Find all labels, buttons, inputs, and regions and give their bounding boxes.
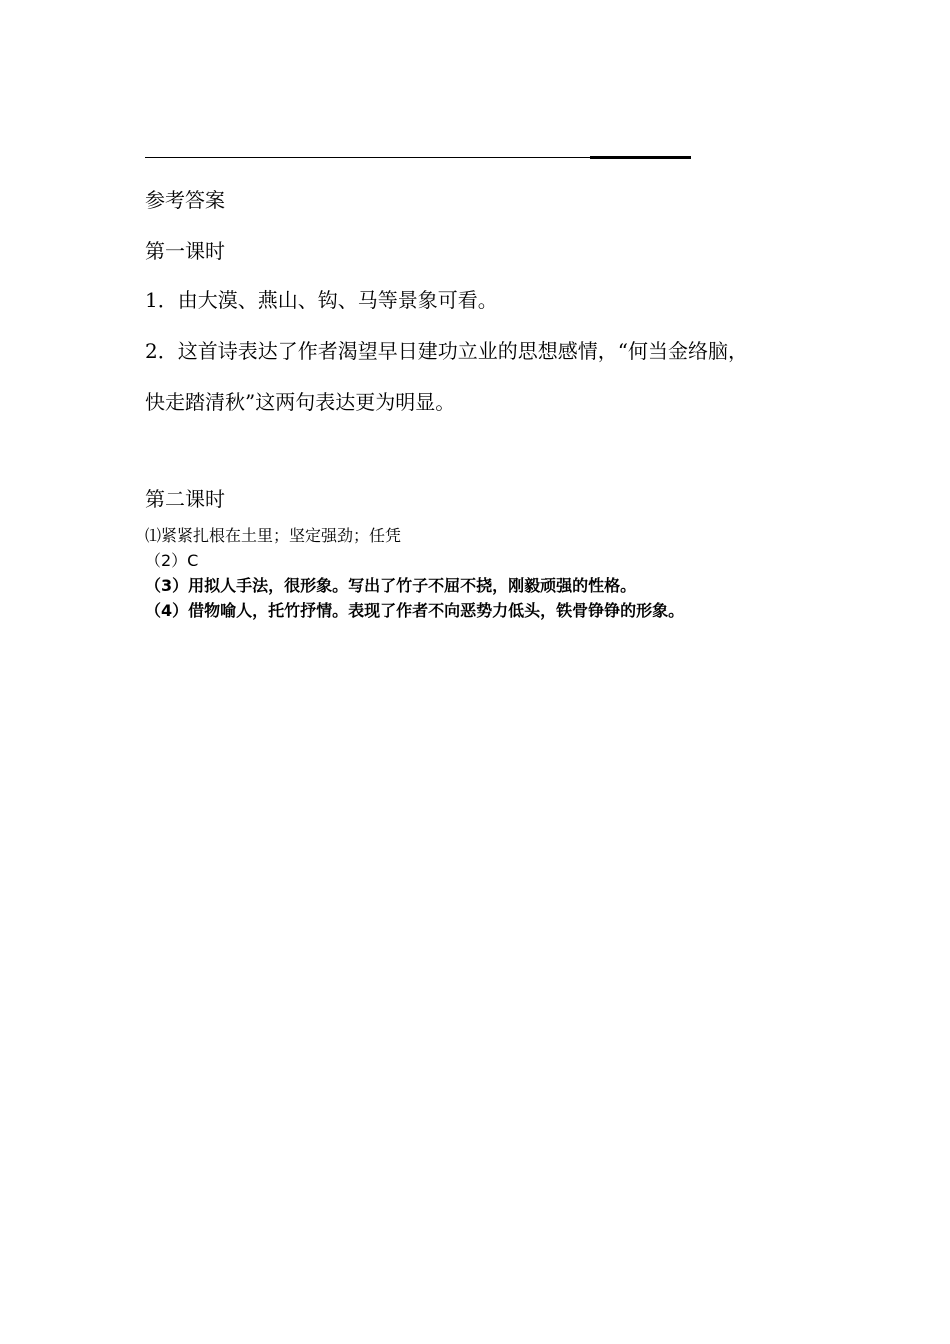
top-divider-line [145,157,592,158]
top-divider-thick-segment [590,156,691,159]
lesson2-answer-4: （4）借物喻人，托竹抒情。表现了作者不向恶势力低头，铁骨铮铮的形象。 [145,601,685,620]
answer-heading: 参考答案 [145,188,225,212]
lesson1-answer-2-line-1: 2．这首诗表达了作者渴望早日建功立业的思想感情，“何当金络脑， [145,339,748,363]
lesson2-answer-2: （2）C [145,551,199,570]
lesson2-answer-3: （3）用拟人手法，很形象。写出了竹子不屈不挠，刚毅顽强的性格。 [145,576,637,595]
lesson1-answer-2-line-2: 快走踏清秋”这两句表达更为明显。 [145,390,456,414]
lesson2-answer-1: ⑴紧紧扎根在土里；坚定强劲；任凭 [145,526,402,545]
lesson2-title: 第二课时 [145,487,225,511]
lesson1-title: 第一课时 [145,239,225,263]
lesson1-answer-1: 1．由大漠、燕山、钩、马等景象可看。 [145,288,498,312]
